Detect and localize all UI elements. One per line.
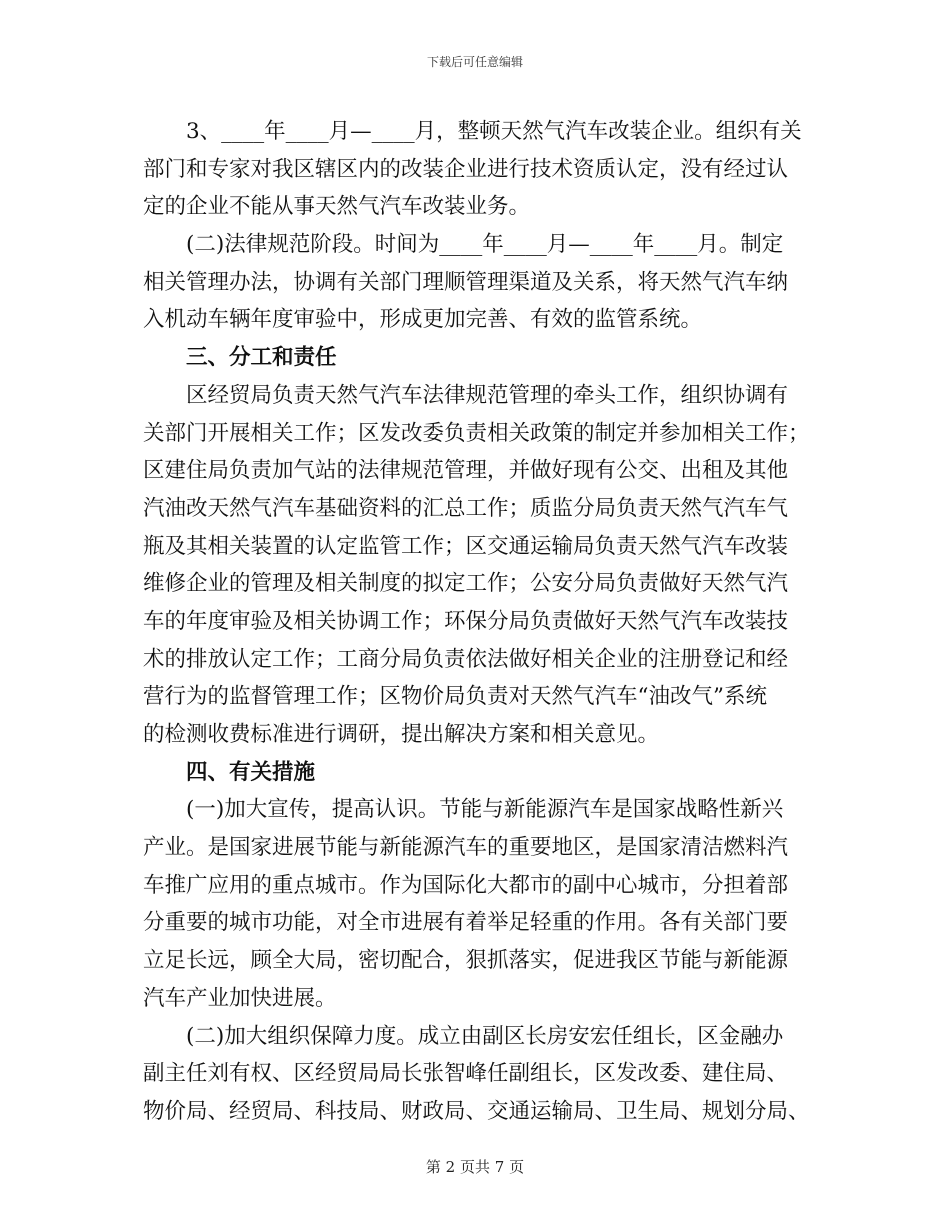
paragraph-line: 区经贸局负责天然气汽车法律规范管理的牵头工作，组织协调有 <box>186 382 789 408</box>
paragraph-line: 立足长远，顾全大局，密切配合，狠抓落实，促进我区节能与新能源 <box>143 948 789 974</box>
paragraph-line: (二)加大组织保障力度。成立由副区长房安宏任组长，区金融办 <box>186 1023 784 1049</box>
paragraph-line: 车推广应用的重点城市。作为国际化大都市的副中心城市，分担着部 <box>143 872 789 898</box>
paragraph-line: 区建住局负责加气站的法律规范管理，并做好现有公交、出租及其他 <box>143 458 789 484</box>
paragraph-line: 相关管理办法，协调有关部门理顺管理渠道及关系，将天然气汽车纳 <box>143 269 789 295</box>
page-footer: 第 2 页共 7 页 <box>425 1158 525 1176</box>
paragraph-line: 产业。是国家进展节能与新能源汽车的重要地区，是国家清洁燃料汽 <box>143 835 789 861</box>
section-heading: 四、有关措施 <box>186 759 316 785</box>
paragraph-line: 术的排放认定工作；工商分局负责依法做好相关企业的注册登记和经 <box>143 646 789 672</box>
paragraph-line: 物价局、经贸局、科技局、财政局、交通运输局、卫生局、规划分局、 <box>143 1098 810 1124</box>
paragraph-line: 瓶及其相关装置的认定监管工作；区交通运输局负责天然气汽车改装 <box>143 533 789 559</box>
paragraph-line: 副主任刘有权、区经贸局局长张智峰任副组长，区发改委、建住局、 <box>143 1061 789 1087</box>
paragraph-line: 3、____年____月—____月，整顿天然气汽车改装企业。组织有关 <box>186 119 802 144</box>
page-header: 下载后可任意编辑 <box>426 55 523 69</box>
paragraph-line: 部门和专家对我区辖区内的改装企业进行技术资质认定，没有经过认 <box>143 156 789 182</box>
paragraph-line: 汽车产业加快进展。 <box>143 985 337 1011</box>
paragraph-line: 定的企业不能从事天然气汽车改装业务。 <box>143 194 531 220</box>
paragraph-line: 车的年度审验及相关协调工作；环保分局负责做好天然气汽车改装技 <box>143 608 789 634</box>
document-body <box>143 113 810 1131</box>
paragraph-line: 的检测收费标准进行调研，提出解决方案和相关意见。 <box>143 722 660 747</box>
paragraph-line: 分重要的城市功能，对全市进展有着举足轻重的作用。各有关部门要 <box>143 910 789 936</box>
paragraph-line: 维修企业的管理及相关制度的拟定工作；公安分局负责做好天然气汽 <box>143 571 789 597</box>
paragraph-line: 关部门开展相关工作；区发改委负责相关政策的制定并参加相关工作； <box>143 420 810 446</box>
paragraph-line: 入机动车辆年度审验中，形成更加完善、有效的监管系统。 <box>143 307 703 333</box>
paragraph-line: 营行为的监督管理工作；区物价局负责对天然气汽车“油改气”系统 <box>143 684 767 710</box>
paragraph-line: (二)法律规范阶段。时间为____年____月—____年____月。制定 <box>186 232 784 258</box>
section-heading: 三、分工和责任 <box>186 345 337 371</box>
paragraph-line: (一)加大宣传，提高认识。节能与新能源汽车是国家战略性新兴 <box>186 797 784 823</box>
paragraph-line: 汽油改天然气汽车基础资料的汇总工作；质监分局负责天然气汽车气 <box>143 495 789 521</box>
